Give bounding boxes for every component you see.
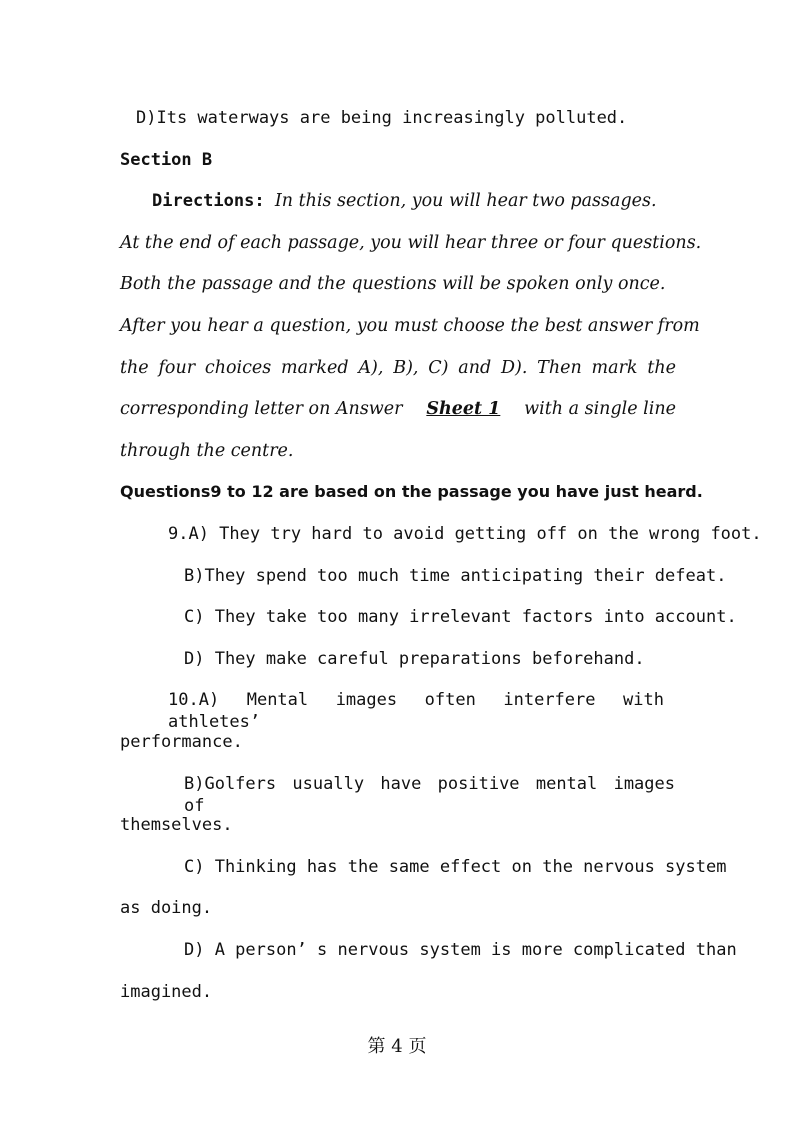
section-title: Section B <box>120 150 213 170</box>
q10-option-c-line-2: as doing. <box>120 898 213 918</box>
directions-text-6a: corresponding letter on Answer <box>120 399 403 419</box>
q9-option-d: D) They make careful preparations beforehand. <box>184 649 645 669</box>
directions-line-4: After you hear a question, you must choose the best answer from <box>120 316 700 336</box>
directions-text-1: In this section, you will hear two passages. <box>274 191 657 211</box>
answer-sheet-link[interactable]: Sheet 1 <box>426 399 501 419</box>
questions-header: Questions9 to 12 are based on the passage you have just heard. <box>120 482 703 501</box>
directions-line-6 <box>120 398 676 420</box>
directions-label: Directions: <box>152 191 265 211</box>
q9-option-b: B)They spend too much time anticipating their defeat. <box>184 566 727 586</box>
directions-text-6b: with a single line <box>524 399 676 419</box>
page-footer: 第 4 页 <box>367 1036 427 1057</box>
option-d-waterways: D)Its waterways are being increasingly polluted. <box>136 108 628 128</box>
q10-option-a-line-2: performance. <box>120 732 243 752</box>
q10-option-d-line-1: D) A person’ s nervous system is more complicated than <box>184 940 737 960</box>
q9-option-c: C) They take too many irrelevant factors into account. <box>184 607 737 627</box>
directions-line-3: Both the passage and the questions will be spoken only once. <box>120 274 666 294</box>
directions-line-1 <box>152 190 657 212</box>
q10-option-b-line-2: themselves. <box>120 815 233 835</box>
q10-option-c-line-1: C) Thinking has the same effect on the nervous system <box>184 857 727 877</box>
q10-option-b-line-1: B)Golfers usually have positive mental images of <box>184 774 675 816</box>
directions-line-2: At the end of each passage, you will hear three or four questions. <box>120 233 702 253</box>
q10-option-d-line-2: imagined. <box>120 982 213 1002</box>
directions-line-5: the four choices marked A), B), C) and D). Then mark the <box>120 358 676 378</box>
q9-option-a: 9.A) They try hard to avoid getting off on the wrong foot. <box>168 524 762 544</box>
q10-option-a-line-1: 10.A) Mental images often interfere with athletes’ <box>168 690 664 732</box>
directions-line-7: through the centre. <box>120 441 294 461</box>
